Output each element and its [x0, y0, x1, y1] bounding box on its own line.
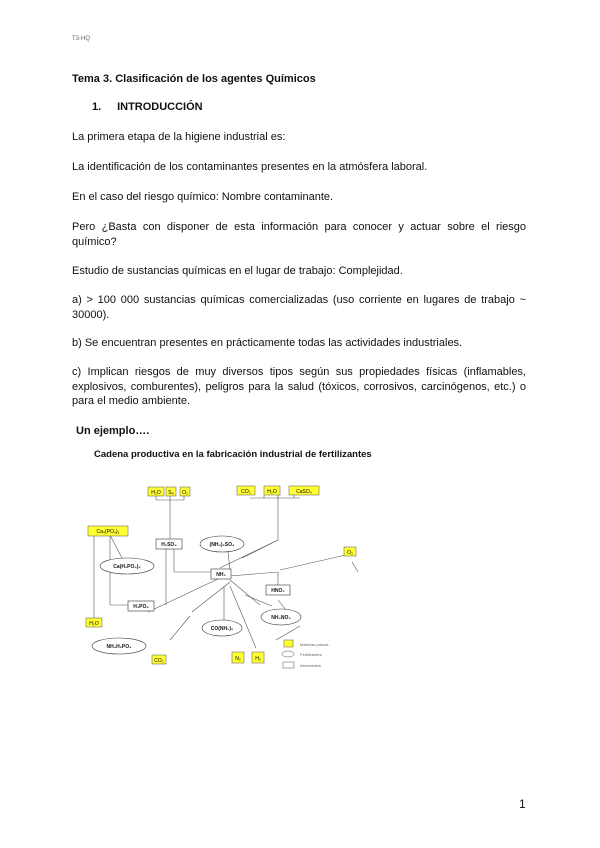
raw-material-label: N₂ [235, 656, 241, 662]
legend-fert-swatch [282, 651, 294, 657]
fertilizer-label: CO(NH₂)₂ [210, 626, 234, 632]
raw-material-label: H₂O [267, 489, 277, 495]
raw-material-label: O₂ [182, 490, 188, 496]
raw-material-label: H₂ [255, 656, 261, 662]
paragraph: Pero ¿Basta con disponer de esta información para conocer y actuar sobre el riesgo químico? [72, 221, 526, 248]
fertilizer-label: (NH₄)₂SO₄ [209, 542, 235, 548]
raw-material-label: CO₂ [154, 658, 164, 664]
intermediate-label: NH₃ [216, 572, 226, 578]
legend-inter-swatch [283, 662, 294, 668]
section-number: 1. [92, 101, 102, 113]
raw-material-label: H₂O [151, 490, 161, 496]
paragraph: En el caso del riesgo químico: Nombre contaminante. [72, 191, 334, 203]
fertilizer-label: NH₄NO₃ [271, 615, 291, 621]
header-code: T3-HQ [72, 36, 90, 42]
paragraph: a) > 100 000 sustancias químicas comercializadas (uso corriente en lugares de trabajo ~ 30000). [72, 294, 526, 321]
legend-fert-label: Fertilizantes [300, 652, 322, 657]
intermediate-label: HNO₃ [271, 588, 285, 594]
raw-material-label: H₂O [89, 621, 99, 627]
intermediate-label: H₃PO₄ [133, 604, 149, 610]
diagram-title: Cadena productiva en la fabricación industrial de fertilizantes [94, 449, 372, 460]
paragraph: La identificación de los contaminantes presentes en la atmósfera laboral. [72, 161, 428, 173]
raw-material-label: O₂ [347, 550, 353, 556]
fertilizer-label: Ca(H₂PO₄)₂ [113, 564, 141, 570]
section-title: INTRODUCCIÓN [117, 101, 203, 113]
fertilizer-production-diagram [80, 440, 500, 680]
fertilizer-label: NH₄H₂PO₄ [106, 644, 132, 650]
page-title: Tema 3. Clasificación de los agentes Químicos [72, 73, 316, 85]
paragraph: Estudio de sustancias químicas en el lugar de trabajo: Complejidad. [72, 265, 403, 277]
raw-material-label: S₈ [168, 490, 174, 496]
legend-inter-label: Intermedios [300, 663, 321, 668]
paragraph: c) Implican riesgos de muy diversos tipos según sus propiedades físicas (inflamables, explosivos, comburentes), peligros para la salud (tóxicos, corrosivos, carcinógenos, etc.) o para el medio ambiente. [72, 366, 526, 407]
paragraph: La primera etapa de la higiene industrial es: [72, 131, 286, 143]
section-heading [92, 101, 203, 113]
raw-material-label: CO₂ [241, 489, 251, 495]
page-number: 1 [519, 797, 526, 811]
raw-material-label: CaSO₄ [296, 489, 312, 495]
paragraph: b) Se encuentran presentes en prácticamente todas las actividades industriales. [72, 337, 463, 349]
legend-raw-label: Materias primas [300, 642, 329, 647]
example-label: Un ejemplo…. [76, 425, 150, 437]
raw-material-label: Ca₃(PO₄)₂ [96, 529, 120, 535]
intermediate-label: H₂SO₄ [161, 542, 177, 548]
legend-raw-swatch [284, 640, 293, 647]
diagram-legend [282, 640, 328, 668]
